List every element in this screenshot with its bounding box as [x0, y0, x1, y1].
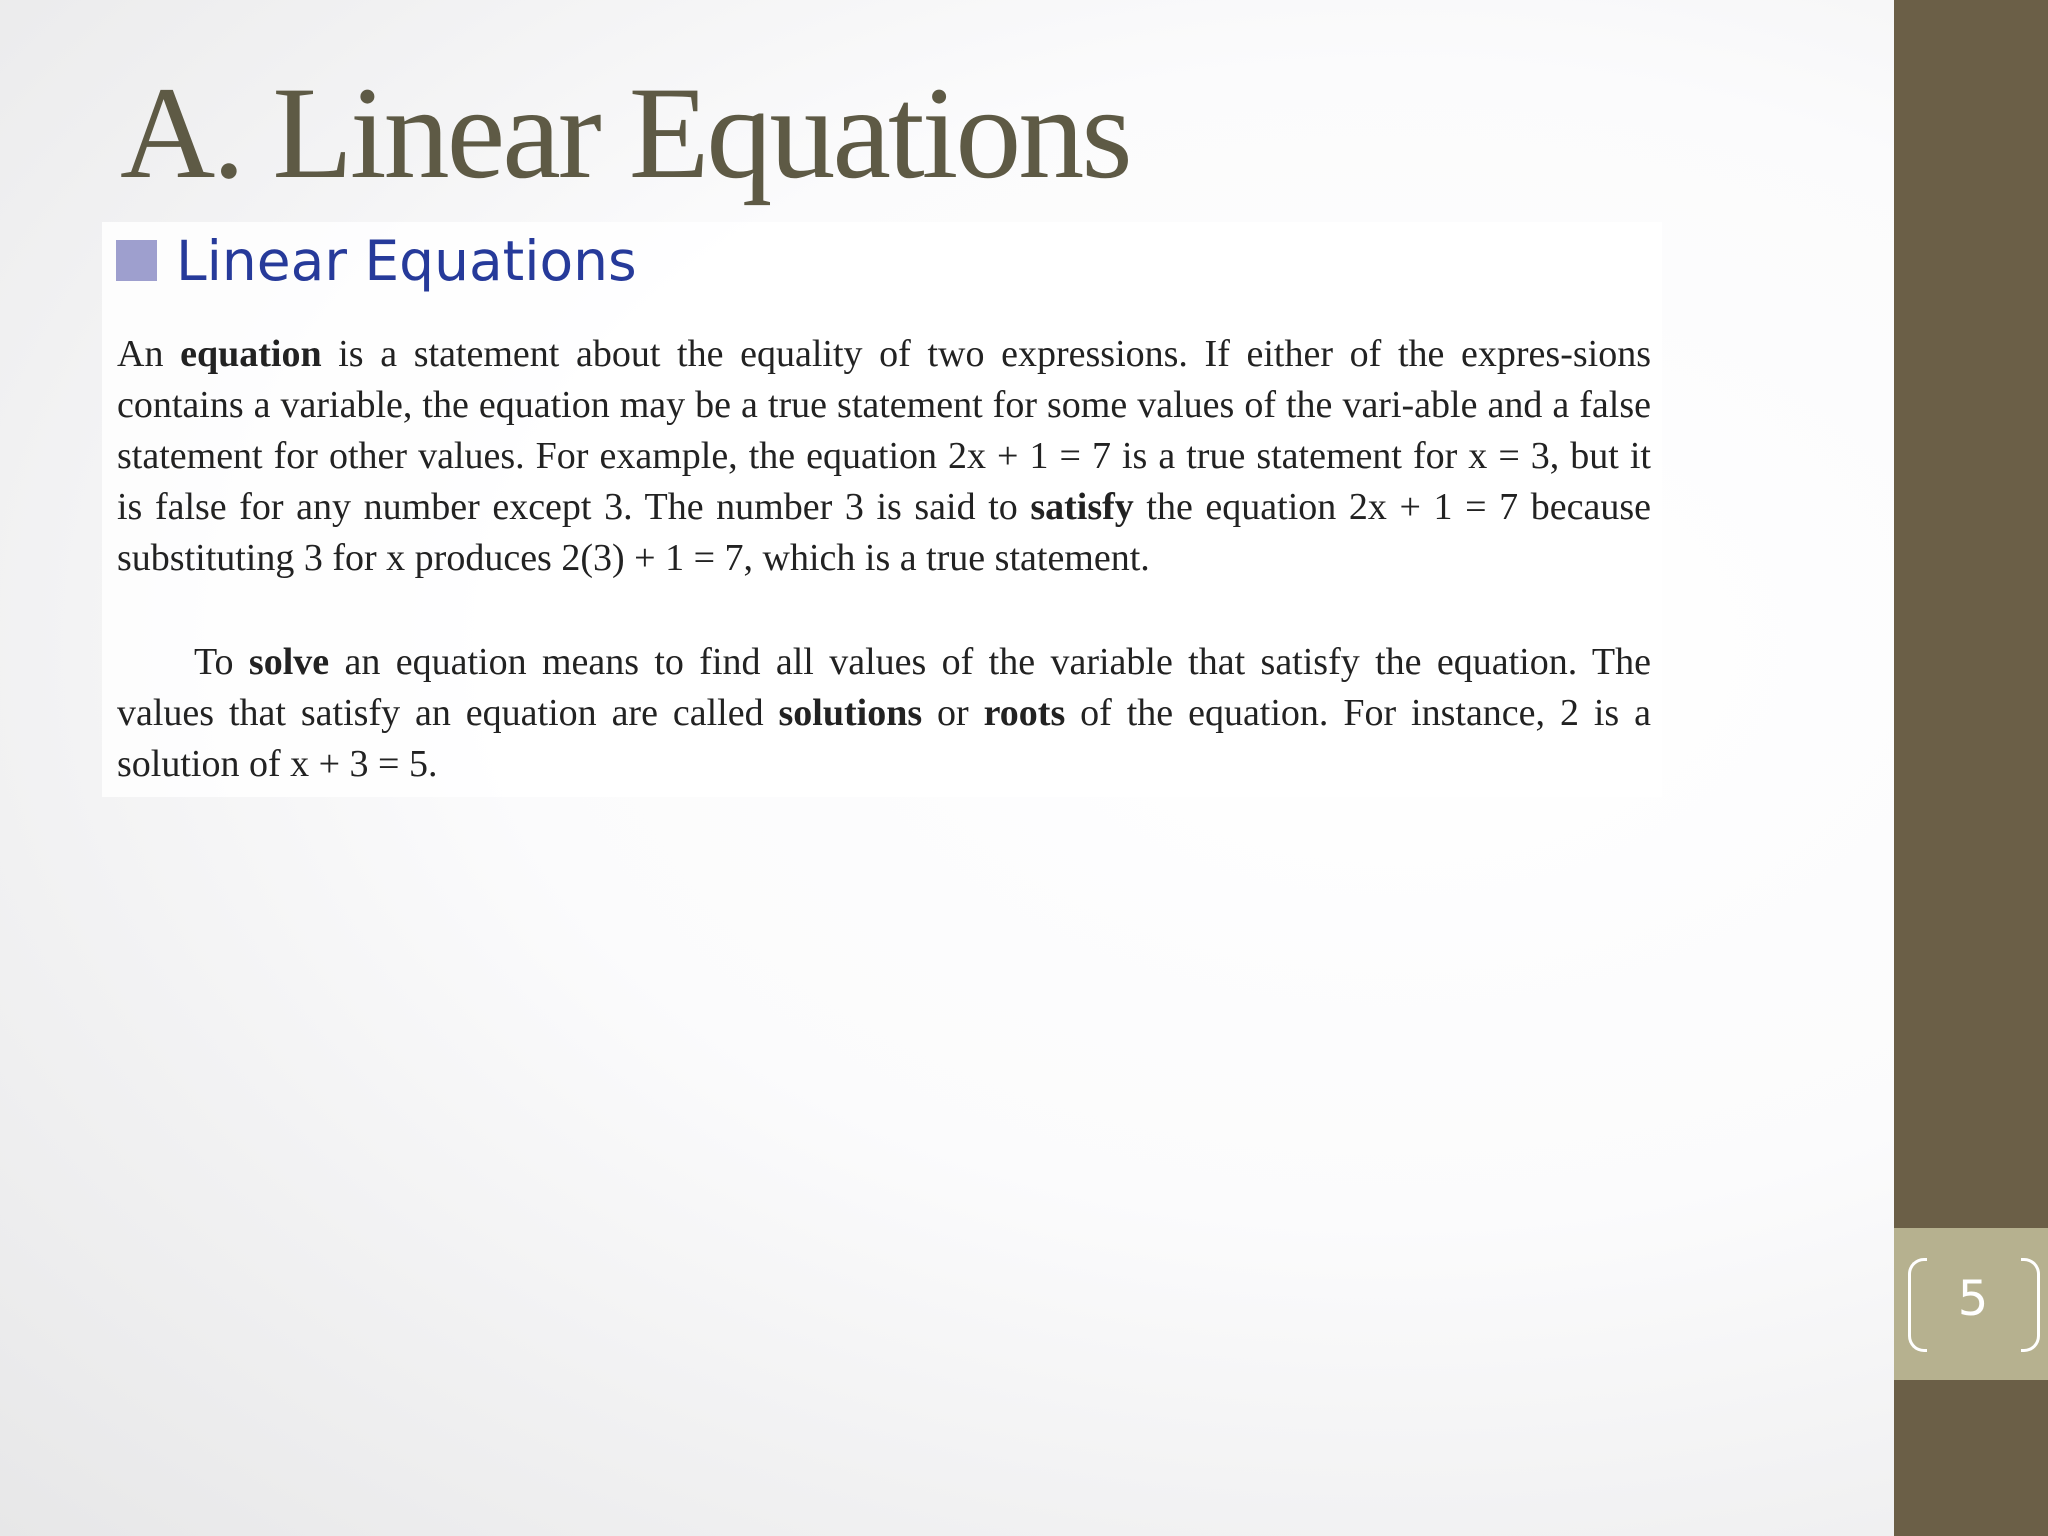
bold-term-solutions: solutions [778, 692, 923, 734]
slide-title: A. Linear Equations [120, 59, 1130, 206]
left-bracket-icon [1908, 1258, 1927, 1352]
paragraph-text: of the equation. For instance, 2 is a solution of x + 3 = 5. [117, 692, 1652, 785]
solve-paragraph [117, 637, 1651, 793]
bold-term-solve: solve [248, 641, 330, 683]
definition-paragraph [117, 329, 1651, 635]
section-marker-square [116, 240, 157, 281]
paragraph-text: is a statement about the equality of two expressions. If either of the expres-sions contains a variable, the equation may be a true statement for some values of the vari-able and a false statement for other values. For example, the equation 2x + 1 = 7 is a true statement for x = 3, but it is false for any number except 3. The number 3 is said to [117, 333, 1651, 528]
right-bracket-icon [2021, 1258, 2040, 1352]
page-number-box [1894, 1228, 2048, 1380]
paragraph-text: the equation 2x + 1 = 7 because substituting 3 for x produces 2(3) + 1 = 7, which is a true statement. [117, 486, 1651, 579]
paragraph-text: or [922, 692, 984, 734]
page-number: 5 [1957, 1271, 1989, 1327]
bold-term-roots: roots [983, 692, 1066, 734]
section-heading: Linear Equations [176, 229, 637, 293]
bold-term-equation: equation [180, 333, 322, 375]
bold-term-satisfy: satisfy [1030, 486, 1134, 528]
paragraph-text: To [194, 641, 249, 683]
paragraph-text: An [117, 333, 181, 375]
paragraph-text: an equation means to find all values of the variable that satisfy the equation. The values that satisfy an equation are called [117, 641, 1651, 734]
